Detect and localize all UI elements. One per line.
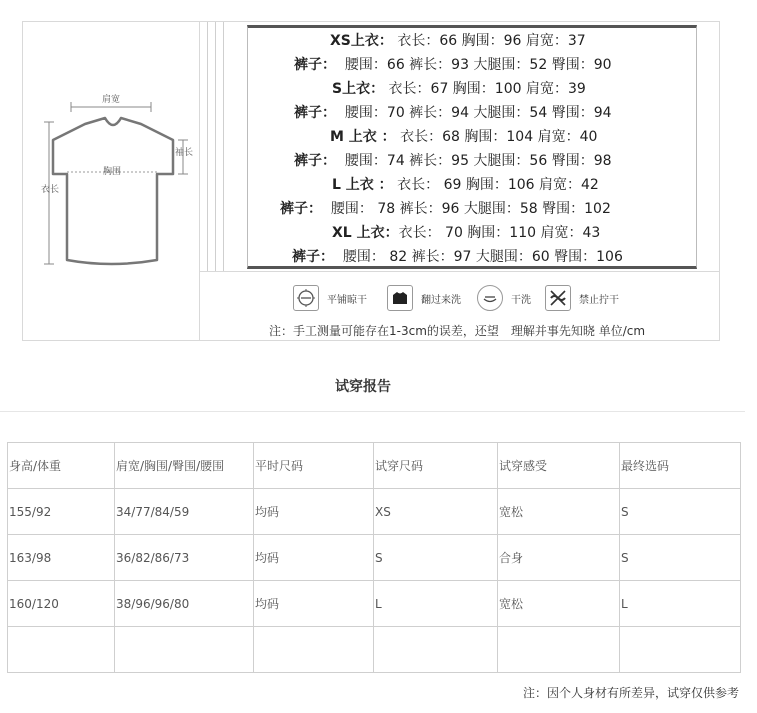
size-line: 裤子： 腰围：70 裤长：94 大腿围：54 臀围：94 (294, 105, 612, 121)
size-line: L 上衣 ： 衣长： 69 胸围：106 肩宽：42 (332, 177, 599, 193)
table-header-cell: 平时尺码 (254, 443, 374, 489)
table-header-cell: 最终选码 (620, 443, 741, 489)
care-label: 禁止拧干 (579, 294, 619, 306)
size-line: XS上衣： 衣长：66 胸围：96 肩宽：37 (330, 33, 586, 49)
report-footnote: 注：因个人身材有所差异，试穿仅供参考 (522, 686, 739, 700)
care-item (545, 281, 619, 315)
table-cell: 36/82/86/73 (115, 535, 254, 581)
size-line: 裤子： 腰围： 78 裤长：96 大腿围：58 臀围：102 (280, 201, 611, 217)
chest-label: 胸围 (102, 167, 122, 177)
section-divider (0, 411, 745, 412)
flat-dry-icon (293, 285, 319, 311)
table-cell: 155/92 (8, 489, 115, 535)
table-header-cell: 肩宽/胸围/臀围/腰围 (115, 443, 254, 489)
size-line: XL 上衣：衣长： 70 胸围：110 肩宽：43 (332, 225, 601, 241)
table-cell: S (374, 535, 498, 581)
size-chart-box (22, 21, 720, 341)
care-label: 平铺晾干 (327, 294, 367, 306)
size-line: 裤子： 腰围： 82 裤长：97 大腿围：60 臀围：106 (292, 249, 623, 265)
table-cell: 宽松 (498, 581, 620, 627)
table-header-cell: 试穿感受 (498, 443, 620, 489)
tshirt-diagram (23, 22, 200, 340)
inside-out-wash-icon (387, 285, 413, 311)
table-cell: 163/98 (8, 535, 115, 581)
table-cell: 34/77/84/59 (115, 489, 254, 535)
table-cell: 160/120 (8, 581, 115, 627)
table-cell: 合身 (498, 535, 620, 581)
decorative-lines (199, 22, 245, 272)
size-line: S上衣： 衣长：67 胸围：100 肩宽：39 (332, 81, 586, 97)
care-item (387, 281, 461, 315)
table-cell: S (620, 489, 741, 535)
measurement-note: 注：手工测量可能存在1-3cm的误差，还望 理解并事先知晓 单位/cm (269, 324, 646, 338)
table-cell: 宽松 (498, 489, 620, 535)
table-row (8, 489, 741, 535)
table-cell (498, 627, 620, 673)
size-spec-panel (247, 25, 697, 269)
table-cell: XS (374, 489, 498, 535)
no-wring-icon (545, 285, 571, 311)
sleeve-label: 袖长 (175, 148, 194, 158)
dry-clean-icon (477, 285, 503, 311)
care-item (293, 281, 367, 315)
table-cell: 均码 (254, 581, 374, 627)
table-cell: 均码 (254, 489, 374, 535)
care-label: 干洗 (511, 294, 531, 306)
table-cell (620, 627, 741, 673)
size-line: 裤子： 腰围：66 裤长：93 大腿围：52 臀围：90 (294, 57, 612, 73)
care-item (477, 281, 531, 315)
table-row (8, 535, 741, 581)
size-line: M 上衣 ： 衣长：68 胸围：104 肩宽：40 (330, 129, 598, 145)
table-header-row (8, 443, 741, 489)
table-cell: 均码 (254, 535, 374, 581)
table-cell: S (620, 535, 741, 581)
tshirt-measurement-illustration (23, 22, 199, 340)
care-instructions (293, 281, 713, 315)
care-label: 翻过来洗 (421, 294, 461, 306)
table-row (8, 581, 741, 627)
report-title: 试穿报告 (335, 379, 391, 395)
table-cell (8, 627, 115, 673)
table-header-cell: 试穿尺码 (374, 443, 498, 489)
table-cell: L (374, 581, 498, 627)
panel-divider (199, 271, 719, 272)
fitting-report-table (7, 442, 741, 673)
table-cell: L (620, 581, 741, 627)
table-cell (374, 627, 498, 673)
table-cell: 38/96/96/80 (115, 581, 254, 627)
length-label: 衣长 (41, 185, 60, 195)
table-cell (115, 627, 254, 673)
table-row (8, 627, 741, 673)
shoulder-label: 肩宽 (101, 95, 121, 105)
size-line: 裤子： 腰围：74 裤长：95 大腿围：56 臀围：98 (294, 153, 612, 169)
table-header-cell: 身高/体重 (8, 443, 115, 489)
table-cell (254, 627, 374, 673)
